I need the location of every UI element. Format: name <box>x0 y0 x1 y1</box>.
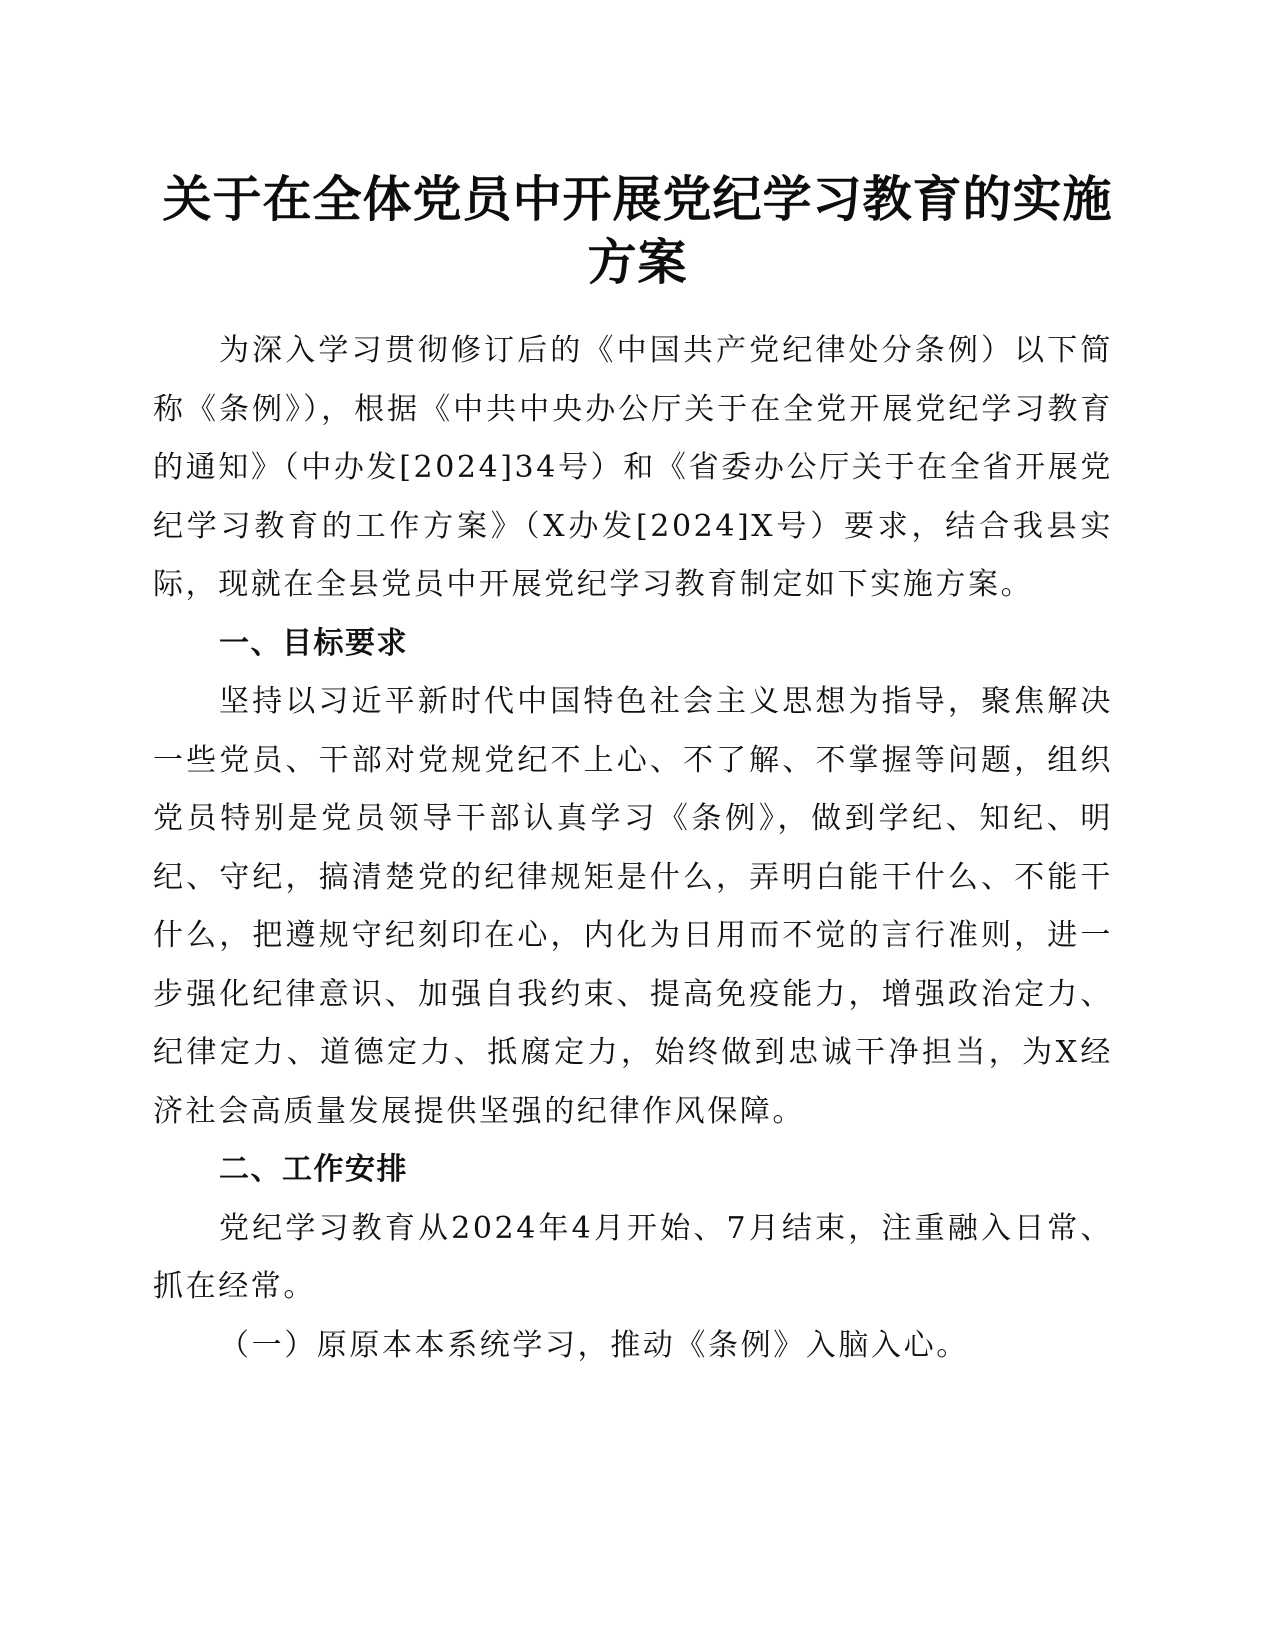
arrangement-paragraph: 党纪学习教育从2024年4月开始、7月结束，注重融入日常、抓在经常。 <box>153 1210 1113 1304</box>
subsection-heading-study: （一）原原本本系统学习，推动《条例》入脑入心。 <box>219 1327 969 1363</box>
section-heading-arrangement: 二、工作安排 <box>219 1152 408 1187</box>
goals-paragraph: 坚持以习近平新时代中国特色社会主义思想为指导，聚焦解决一些党员、干部对党规党纪不上心、不了解、不掌握等问题，组织党员特别是党员领导干部认真学习《条例》，做到学纪、知纪、明纪、守纪，搞清楚党的纪律规矩是什么，弄明白能干什么、不能干什么，把遵规守纪刻印在心，内化为日用而不觉的言行准则，进一步强化纪律意识、加强自我约束、提高免疫能力，增强政治定力、纪律定力、道德定力、抵腐定力，始终做到忠诚干净担当，为X经济社会高质量发展提供坚强的纪律作风保障。 <box>153 684 1113 1129</box>
intro-paragraph: 为深入学习贯彻修订后的《中国共产党纪律处分条例）以下简称《条例》），根据《中共中央办公厅关于在全党开展党纪学习教育的通知》（中办发[2024]34号）和《省委办公厅关于在全省开展党纪学习教育的工作方案》（X办发[2024]X号）要求，结合我县实际，现就在全县党员中开展党纪学习教育制定如下实施方案。 <box>153 333 1113 602</box>
document-body <box>153 322 1113 1375</box>
section-heading-goals: 一、目标要求 <box>219 625 408 661</box>
document-title: 关于在全体党员中开展党纪学习教育的实施方案 <box>162 170 1113 291</box>
